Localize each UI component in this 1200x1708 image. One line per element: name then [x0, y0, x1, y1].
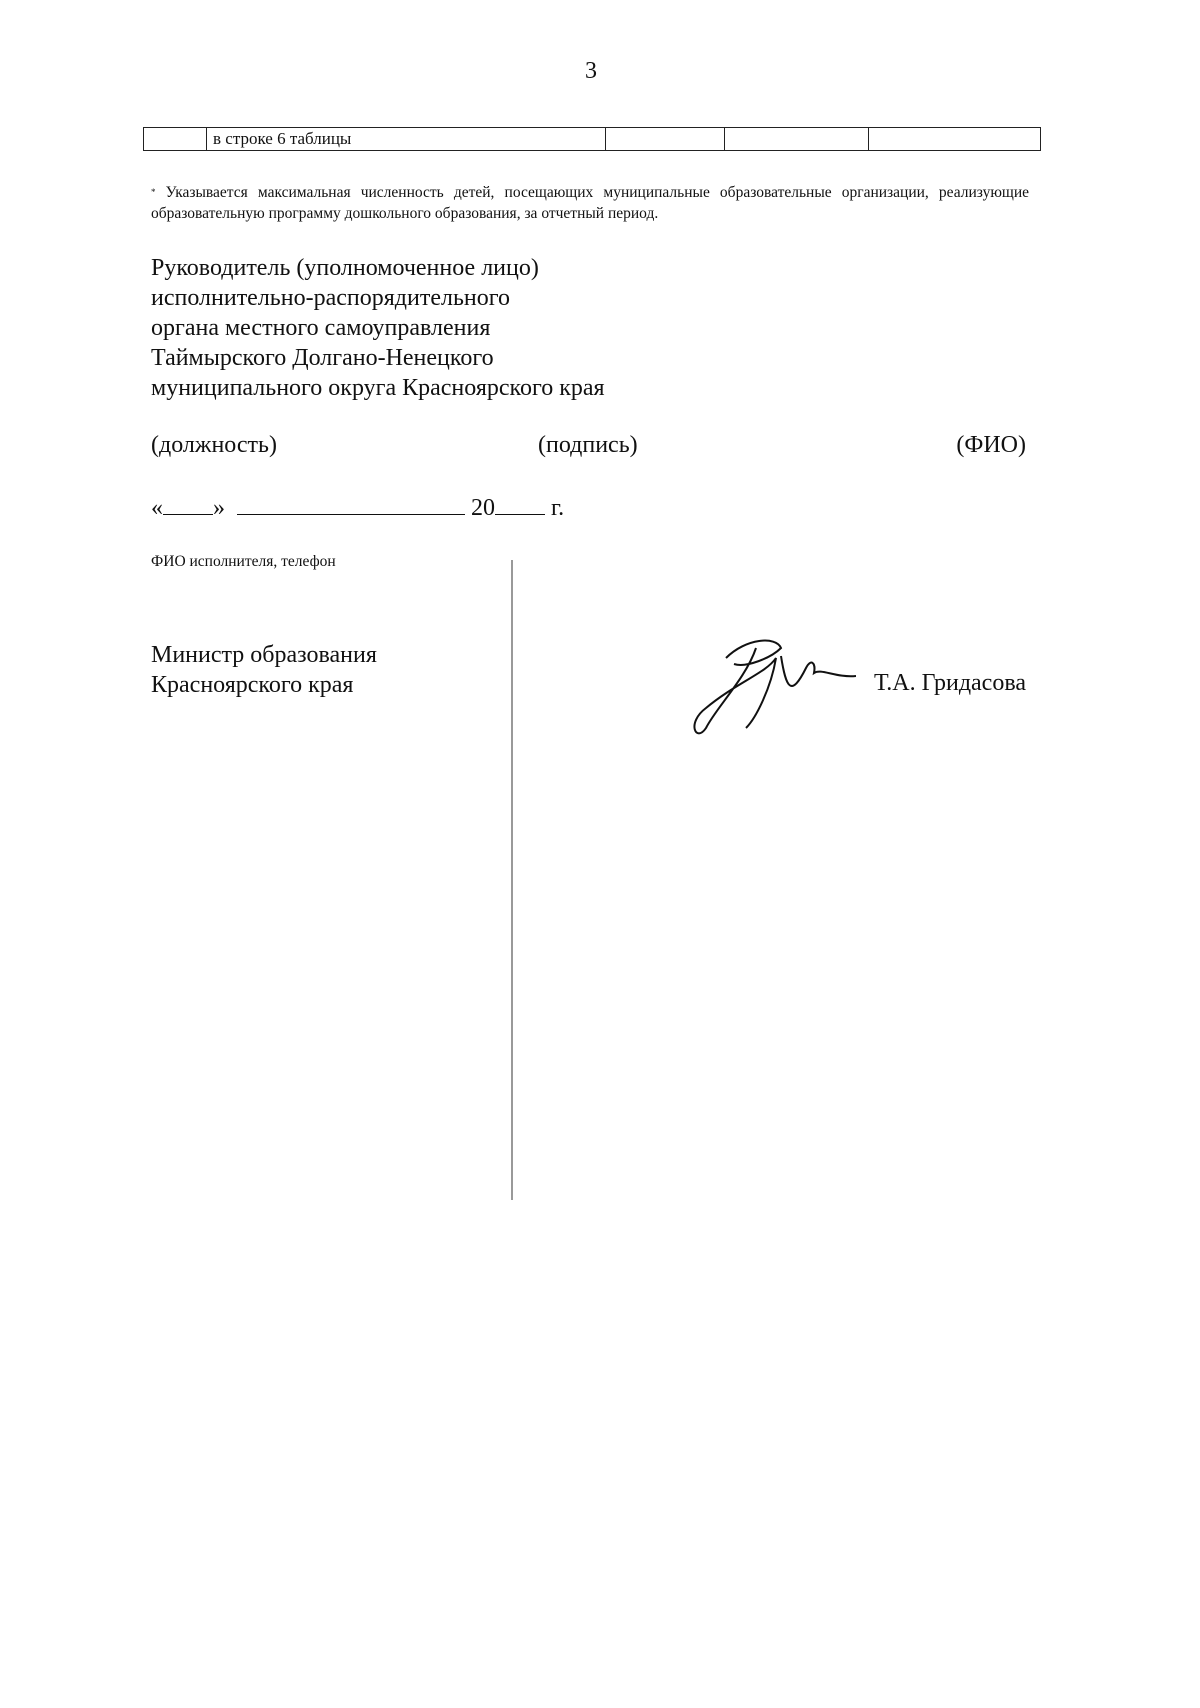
signatory-line: исполнительно-распорядительного: [151, 285, 510, 311]
month-blank: [237, 494, 465, 515]
table-cell: [606, 128, 725, 151]
table-row: [144, 128, 1041, 151]
table-cell: [144, 128, 207, 151]
footnote-marker: *: [151, 187, 156, 197]
footnote-text: Указывается максимальная численность детей, посещающих муниципальные образовательные организации, реализующие образовательную программу дошкольного образования, за отчетный период.: [151, 184, 1030, 222]
footnote: [151, 182, 1029, 224]
day-blank: [163, 494, 213, 515]
table-cell: [725, 128, 869, 151]
signatory-line: Таймырского Долгано-Ненецкого: [151, 345, 494, 371]
signatory-line: органа местного самоуправления: [151, 315, 491, 341]
signatory-line: муниципального округа Красноярского края: [151, 375, 605, 401]
table-fragment: [143, 127, 1041, 151]
minister-line: Красноярского края: [151, 672, 354, 698]
table-cell-label: в строке 6 таблицы: [207, 128, 606, 151]
minister-title: [151, 640, 377, 700]
signatory-line: Руководитель (уполномоченное лицо): [151, 255, 539, 281]
name-label: (ФИО): [956, 432, 1026, 458]
signatory-title: [151, 253, 605, 403]
page-number: 3: [585, 58, 597, 84]
handwritten-signature: [686, 628, 856, 743]
date-close-quote: »: [213, 495, 225, 521]
executor-label: ФИО исполнителя, телефон: [151, 553, 336, 570]
year-prefix: 20: [471, 495, 495, 521]
date-line: [151, 494, 564, 522]
minister-line: Министр образования: [151, 642, 377, 668]
position-label: (должность): [151, 432, 277, 458]
signature-label: (подпись): [538, 432, 638, 458]
year-blank: [495, 494, 545, 515]
minister-name: Т.А. Гридасова: [874, 670, 1026, 696]
scan-artifact-line: [511, 560, 513, 1200]
date-open-quote: «: [151, 495, 163, 521]
year-suffix: г.: [551, 495, 565, 521]
table-cell: [869, 128, 1041, 151]
